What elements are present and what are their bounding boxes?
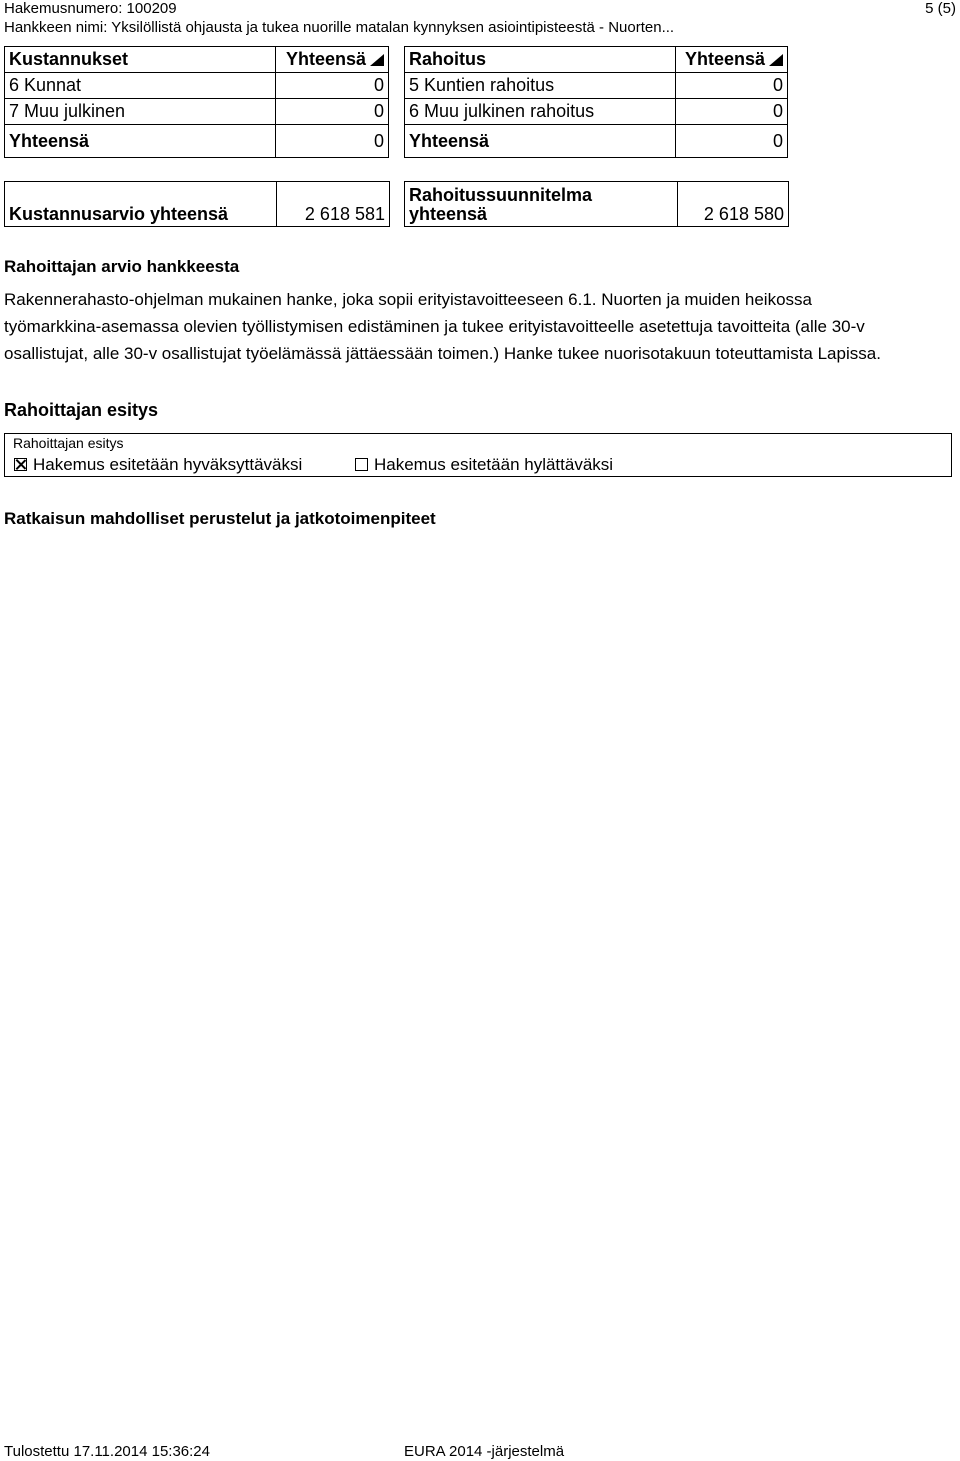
funding-row-label: 6 Muu julkinen rahoitus [405, 99, 676, 125]
cost-estimate-label: Kustannusarvio yhteensä [9, 204, 229, 224]
funding-table [404, 46, 788, 158]
costs-col-label: Kustannukset [5, 47, 276, 73]
assessment-text [4, 286, 958, 367]
proposal-option-reject[interactable] [355, 455, 613, 475]
costs-table [4, 46, 389, 158]
cost-estimate-value-box [276, 181, 390, 227]
costs-row-value: 0 [276, 73, 389, 99]
funding-row-value: 0 [676, 73, 788, 99]
costs-row-value: 0 [276, 99, 389, 125]
funding-total-label: Yhteensä [405, 125, 676, 158]
proposal-option-approve[interactable] [14, 455, 302, 475]
proposal-option-label: Hakemus esitetään hylättäväksi [374, 455, 614, 474]
funding-row-value: 0 [676, 99, 788, 125]
funding-plan-label-line1: Rahoitussuunnitelma [409, 185, 593, 205]
costs-total-label: Yhteensä [5, 125, 276, 158]
project-name: Hankkeen nimi: Yksilöllistä ohjausta ja tukea nuorille matalan kynnyksen asiointipisteestä - Nuorten... [4, 19, 675, 36]
funding-header-row [405, 47, 788, 73]
funding-plan-label-line2: yhteensä [409, 204, 488, 224]
cost-estimate-label-box [4, 181, 277, 227]
table-row [5, 73, 389, 99]
page-number: 5 (5) [925, 0, 956, 17]
proposal-option-label: Hakemus esitetään hyväksyttäväksi [33, 455, 303, 474]
funding-row-label: 5 Kuntien rahoitus [405, 73, 676, 99]
checkbox-unchecked-icon[interactable] [355, 458, 368, 471]
funding-plan-label [409, 186, 592, 224]
table-row [405, 73, 788, 99]
costs-row-label: 6 Kunnat [5, 73, 276, 99]
costs-total-row [5, 125, 389, 158]
costs-header-row [5, 47, 389, 73]
sort-triangle-icon [769, 54, 783, 66]
application-number: Hakemusnumero: 100209 [4, 0, 177, 17]
sort-triangle-icon [370, 54, 384, 66]
footer-system: EURA 2014 -järjestelmä [404, 1443, 565, 1460]
funding-plan-value-box [677, 181, 789, 227]
footer-printed: Tulostettu 17.11.2014 15:36:24 [4, 1443, 210, 1460]
costs-row-label: 7 Muu julkinen [5, 99, 276, 125]
assessment-line: osallistujat, alle 30-v osallistujat työelämässä jättäessään toimen.) Hanke tukee nuorisotakuun toteuttamista Lapissa. [4, 344, 881, 363]
assessment-line: Rakennerahasto-ohjelman mukainen hanke, joka sopii erityistavoitteeseen 6.1. Nuorten ja muiden heikossa [4, 290, 812, 309]
decision-heading: Ratkaisun mahdolliset perustelut ja jatkotoimenpiteet [4, 509, 436, 528]
assessment-line: työmarkkina-asemassa olevien työllistymisen edistäminen ja tukee erityistavoitteelle asetettuja tavoitteita (alle 30-v [4, 317, 865, 336]
proposal-heading: Rahoittajan esitys [4, 400, 159, 420]
table-row [5, 99, 389, 125]
costs-col-total: Yhteensä [276, 47, 389, 73]
funding-total-row [405, 125, 788, 158]
funding-plan-value: 2 618 580 [703, 204, 784, 224]
cost-estimate-value: 2 618 581 [304, 204, 385, 224]
assessment-heading: Rahoittajan arvio hankkeesta [4, 257, 240, 276]
funding-total-value: 0 [676, 125, 788, 158]
funding-col-label: Rahoitus [405, 47, 676, 73]
funding-col-total: Yhteensä [676, 47, 788, 73]
proposal-box [4, 433, 952, 477]
costs-total-value: 0 [276, 125, 389, 158]
proposal-box-label: Rahoittajan esitys [13, 435, 124, 451]
funding-plan-label-box [404, 181, 678, 227]
table-row [405, 99, 788, 125]
checkbox-checked-icon[interactable] [14, 458, 27, 471]
